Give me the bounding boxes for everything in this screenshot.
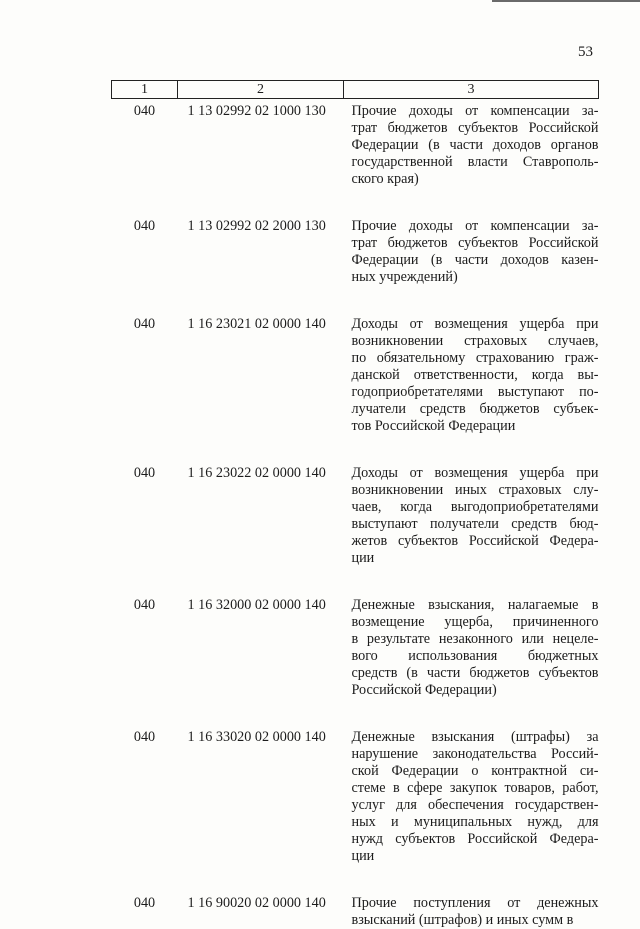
table-row — [112, 188, 599, 286]
admin-code-cell: 040 — [133, 103, 156, 119]
description-line: выступают получатели средств бюд- — [351, 516, 599, 532]
page-number: 53 — [578, 44, 593, 60]
budget-classification-code-cell: 1 16 90020 02 0000 140 — [187, 895, 326, 911]
description-line: трат бюджетов субъектов Российской — [351, 120, 599, 136]
budget-classification-code-cell: 1 13 02992 02 2000 130 — [187, 218, 326, 234]
description-line: данской ответственности, когда вы- — [351, 367, 599, 383]
revenue-description-cell — [344, 188, 599, 286]
scan-edge-mark — [492, 0, 640, 6]
description-line: по обязательному страхованию граж- — [351, 350, 599, 366]
admin-code-cell: 040 — [133, 465, 156, 481]
budget-classification-code-cell: 1 16 32000 02 0000 140 — [187, 597, 326, 613]
admin-code-cell: 040 — [133, 729, 156, 745]
description-line: Федерации (в части доходов органов — [351, 137, 599, 153]
admin-code-cell: 040 — [133, 316, 156, 332]
description-line: лучатели средств бюджетов субъек- — [351, 401, 599, 417]
description-line: Денежные взыскания, налагаемые в — [351, 597, 599, 613]
table-row — [112, 99, 599, 189]
description-line: Денежные взыскания (штрафы) за — [351, 729, 599, 745]
description-line: возникновении страховых случаев, — [351, 333, 599, 349]
revenue-description-cell — [344, 99, 599, 189]
description-line: взысканий (штрафов) и иных сумм в — [351, 912, 574, 928]
description-line: тов Российской Федерации — [351, 418, 516, 434]
description-line: вого использования бюджетных — [351, 648, 599, 664]
description-line: средств (в части бюджетов субъектов — [351, 665, 599, 681]
budget-classification-code-cell: 1 16 33020 02 0000 140 — [187, 729, 326, 745]
budget-classification-code-cell: 1 13 02992 02 1000 130 — [187, 103, 326, 119]
admin-code-cell: 040 — [133, 597, 156, 613]
description-line: государственной власти Ставрополь- — [351, 154, 599, 170]
description-line: трат бюджетов субъектов Российской — [351, 235, 599, 251]
description-line: в результате незаконного или нецеле- — [351, 631, 599, 647]
table-row — [112, 699, 599, 865]
description-line: нарушение законодательства Россий- — [351, 746, 599, 762]
header-col-2: 2 — [178, 81, 344, 99]
table-row — [112, 286, 599, 435]
table-row — [112, 435, 599, 567]
header-col-3: 3 — [344, 81, 599, 99]
description-line: ской Федерации о контрактной си- — [351, 763, 599, 779]
revenue-description-cell — [344, 865, 599, 929]
table-row — [112, 865, 599, 929]
description-line: возникновении иных страховых слу- — [351, 482, 599, 498]
description-line: Доходы от возмещения ущерба при — [351, 316, 599, 332]
description-line: ского края) — [351, 171, 419, 187]
header-col-1: 1 — [112, 81, 178, 99]
description-line: Российской Федерации) — [351, 682, 497, 698]
description-line: жетов субъектов Российской Федера- — [351, 533, 599, 549]
description-line: ции — [351, 550, 375, 566]
description-line: Федерации (в части доходов казен- — [351, 252, 599, 268]
description-line: стеме в сфере закупок товаров, работ, — [351, 780, 599, 796]
description-line: ных и муниципальных нужд, для — [351, 814, 599, 830]
revenue-codes-table-container — [111, 80, 598, 929]
description-line: Доходы от возмещения ущерба при — [351, 465, 599, 481]
revenue-description-cell — [344, 699, 599, 865]
revenue-description-cell — [344, 286, 599, 435]
description-line: ции — [351, 848, 375, 864]
description-line: Прочие доходы от компенсации за- — [351, 103, 599, 119]
admin-code-cell: 040 — [133, 895, 156, 911]
description-line: возмещение ущерба, причиненного — [351, 614, 599, 630]
revenue-description-cell — [344, 567, 599, 699]
description-line: Прочие доходы от компенсации за- — [351, 218, 599, 234]
description-line: ных учреждений) — [351, 269, 458, 285]
budget-classification-code-cell: 1 16 23022 02 0000 140 — [187, 465, 326, 481]
description-line: нужд субъектов Российской Федера- — [351, 831, 599, 847]
table-header-row — [112, 81, 599, 99]
revenue-description-cell — [344, 435, 599, 567]
table-row — [112, 567, 599, 699]
budget-classification-code-cell: 1 16 23021 02 0000 140 — [187, 316, 326, 332]
description-line: годоприобретателями выступают по- — [351, 384, 599, 400]
description-line: Прочие поступления от денежных — [351, 895, 599, 911]
revenue-codes-table — [111, 80, 599, 929]
admin-code-cell: 040 — [133, 218, 156, 234]
description-line: услуг для обеспечения государствен- — [351, 797, 599, 813]
description-line: чаев, когда выгодоприобретателями — [351, 499, 599, 515]
